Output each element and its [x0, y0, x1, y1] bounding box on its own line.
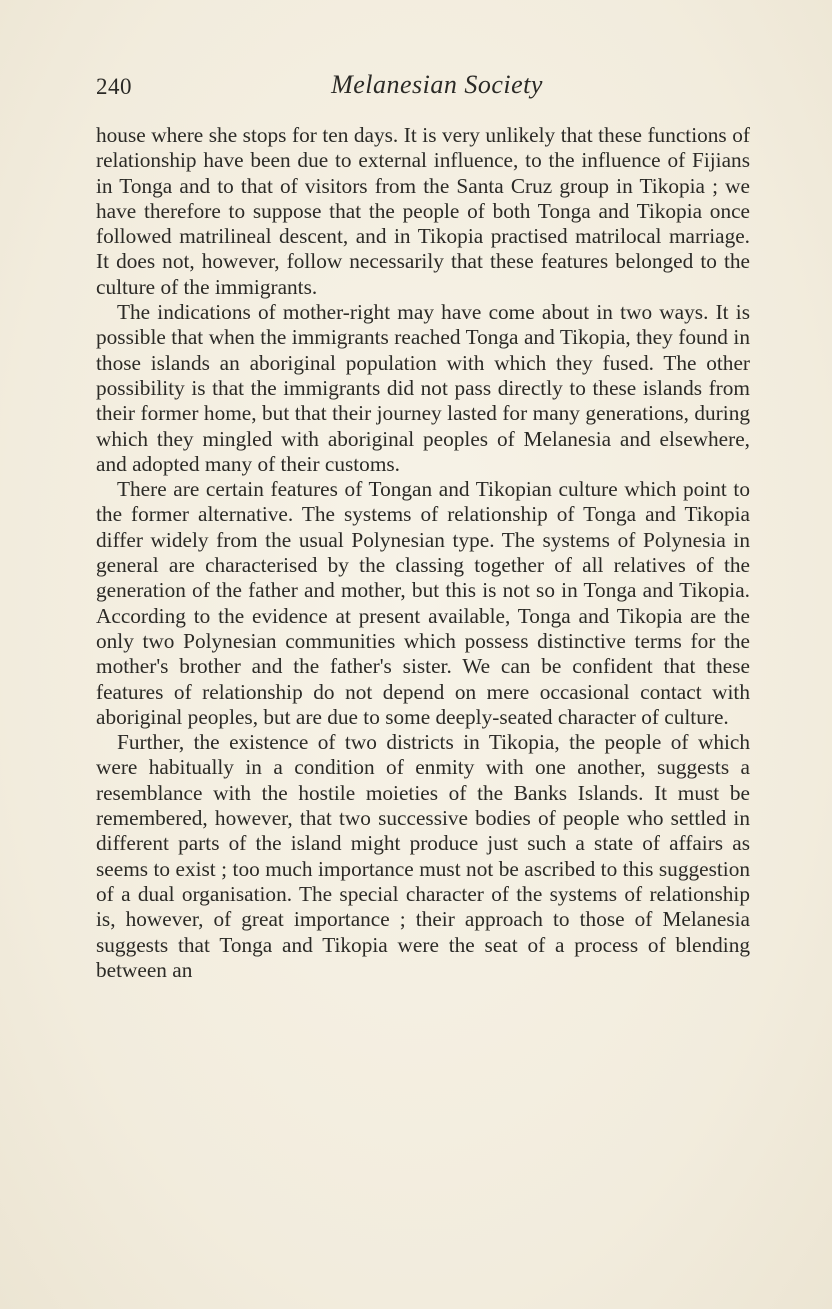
running-title: Melanesian Society — [331, 70, 543, 99]
paragraph-2: The indications of mother-right may have come about in two ways. It is possible that when the immigrants reached Tonga and Tikopia, they found in those islands an aboriginal population with which they fused. The other possibility is that the immigrants did not pass directly to these islands from their former home, but that their journey lasted for many generations, during which they mingled with aboriginal peoples of Melanesia and elsewhere, and adopted many of their customs. — [96, 300, 750, 476]
paragraph-4: Further, the existence of two districts in Tikopia, the people of which were habitually in a condition of enmity with one another, suggests a resemblance with the hostile moieties of the Banks Islands. It must be remembered, however, that two successive bodies of people who settled in different parts of the island might produce just such a state of affairs as seems to exist ; too much importance must not be ascribed to this suggestion of a dual organisation. The special character of the systems of relationship is, however, of great importance ; their approach to those of Melanesia suggests that Tonga and Tikopia were the seat of a process of blending between an — [96, 730, 750, 982]
page-number: 240 — [96, 74, 132, 99]
body-text — [96, 123, 750, 983]
paragraph-1: house where she stops for ten days. It is very unlikely that these functions of relationship have been due to external influence, to the influence of Fijians in Tonga and to that of visitors from the Santa Cruz group in Tikopia ; we have therefore to suppose that the people of both Tonga and Tikopia once followed matrilineal descent, and in Tikopia practised matrilocal marriage. It does not, however, follow necessarily that these features belonged to the culture of the immigrants. — [96, 123, 750, 299]
paragraph-3: There are certain features of Tongan and Tikopian culture which point to the former alternative. The systems of relationship of Tonga and Tikopia differ widely from the usual Polynesian type. The systems of Polynesia in general are characterised by the classing together of all relatives of the generation of the father and mother, but this is not so in Tonga and Tikopia. According to the evidence at present available, Tonga and Tikopia are the only two Polynesian communities which possess distinctive terms for the mother's brother and the father's sister. We can be confident that these features of relationship do not depend on mere occasional contact with aboriginal peoples, but are due to some deeply-seated character of culture. — [96, 477, 750, 729]
page-header — [96, 70, 750, 104]
